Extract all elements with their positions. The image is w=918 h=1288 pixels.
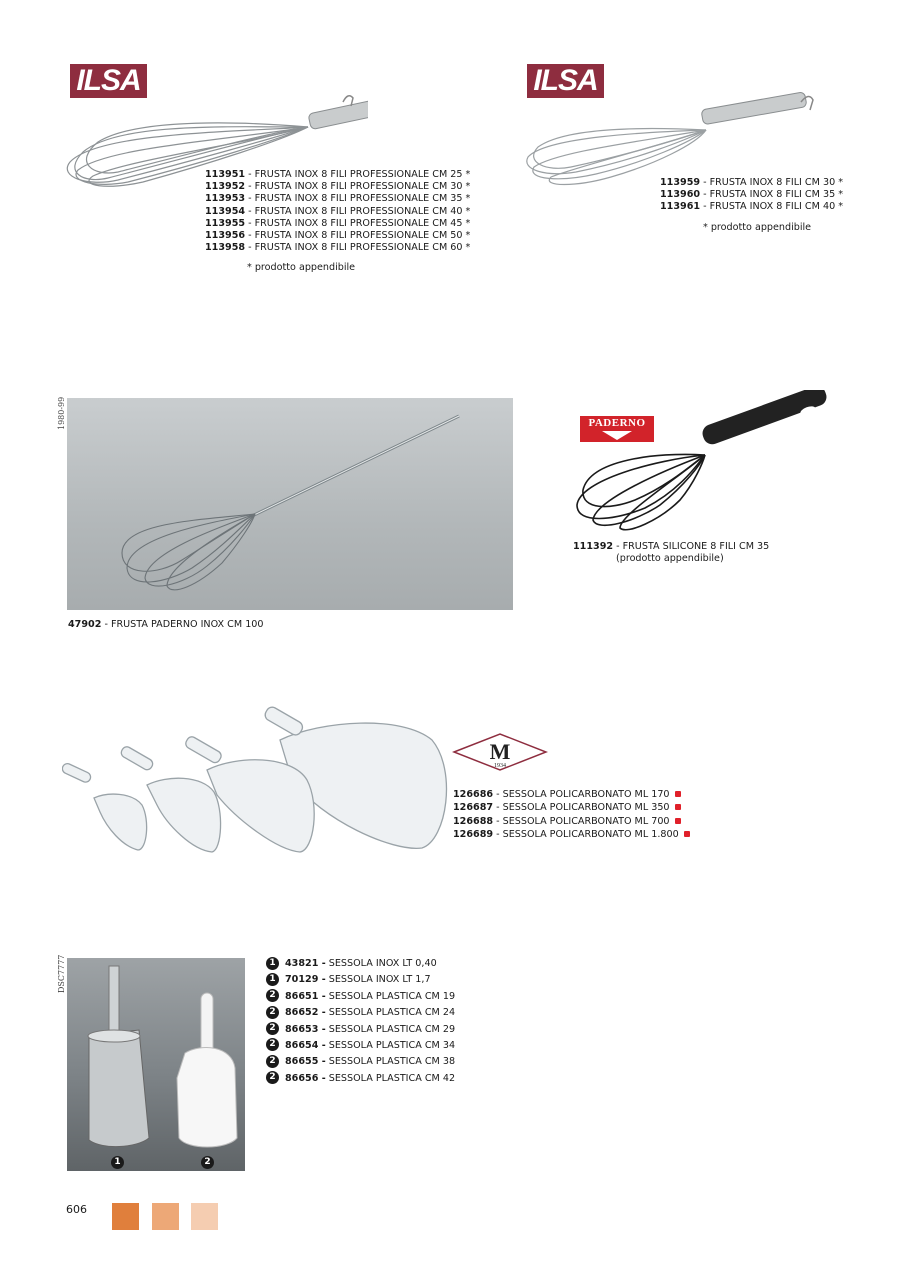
- polycarbonate-scoops-image: [62, 700, 457, 865]
- photo-marker-2: 2: [201, 1156, 214, 1169]
- list-item: 113953 - FRUSTA INOX 8 FILI PROFESSIONALE CM 35 *: [205, 193, 471, 205]
- silicone-whisk-caption: 111392 - FRUSTA SILICONE 8 FILI CM 35 (prodotto appendibile): [573, 541, 770, 565]
- list-item: 2 86655 - SESSOLA PLASTICA CM 38: [266, 1054, 455, 1070]
- marker-bullet: 2: [266, 1071, 279, 1084]
- marker-bullet: 2: [266, 1038, 279, 1051]
- list-item: 113954 - FRUSTA INOX 8 FILI PROFESSIONALE CM 40 *: [205, 205, 471, 217]
- m-logo-letter: M: [489, 739, 511, 764]
- list-item: 1 70129 - SESSOLA INOX LT 1,7: [266, 972, 455, 988]
- hangable-note-silicone: (prodotto appendibile): [616, 553, 724, 565]
- long-whisk-image: [67, 398, 513, 610]
- photo-marker-1: 1: [111, 1156, 124, 1169]
- list-item: 126686 - SESSOLA POLICARBONATO ML 170: [453, 788, 690, 801]
- hangable-note-right: * prodotto appendibile: [703, 222, 812, 233]
- color-swatch-1: [112, 1203, 139, 1230]
- marker-bullet: 2: [266, 1055, 279, 1068]
- color-swatch-2: [152, 1203, 179, 1230]
- color-swatch-3: [191, 1203, 218, 1230]
- marker-bullet: 2: [266, 1022, 279, 1035]
- list-item: 2 86653 - SESSOLA PLASTICA CM 29: [266, 1022, 455, 1038]
- ilsa-logo: ILSA: [70, 64, 147, 98]
- marker-bullet: 1: [266, 973, 279, 986]
- marker-bullet: 2: [266, 1006, 279, 1019]
- m-1934-logo: [452, 732, 548, 772]
- availability-marker: [675, 791, 681, 797]
- ilsa-professional-whisk-list: [205, 169, 470, 254]
- list-item: 113956 - FRUSTA INOX 8 FILI PROFESSIONALE CM 50 *: [205, 230, 471, 242]
- polycarbonate-scoop-list: [453, 788, 690, 841]
- marker-bullet: 2: [266, 989, 279, 1002]
- ilsa-whisk-list: [660, 177, 843, 214]
- hangable-note: * prodotto appendibile: [247, 262, 356, 273]
- list-item: 126688 - SESSOLA POLICARBONATO ML 700: [453, 815, 690, 828]
- list-item: 113960 - FRUSTA INOX 8 FILI CM 35 *: [660, 189, 844, 201]
- list-item: 113955 - FRUSTA INOX 8 FILI PROFESSIONALE CM 45 *: [205, 217, 471, 229]
- scoops-image: [67, 958, 245, 1171]
- ilsa-logo-right: ILSA: [527, 64, 604, 98]
- list-item: 113952 - FRUSTA INOX 8 FILI PROFESSIONALE CM 30 *: [205, 181, 471, 193]
- scoop-list: [266, 956, 455, 1087]
- photo-ref-label-scoops: DSC7777: [57, 954, 66, 993]
- photo-ref-label: 1980-99: [57, 396, 66, 430]
- list-item: 113961 - FRUSTA INOX 8 FILI CM 40 *: [660, 201, 844, 213]
- availability-marker: [675, 804, 681, 810]
- list-item: 113959 - FRUSTA INOX 8 FILI CM 30 *: [660, 177, 844, 188]
- paderno-long-whisk-photo: [67, 398, 513, 610]
- marker-bullet: 1: [266, 957, 279, 970]
- list-item: 2 86654 - SESSOLA PLASTICA CM 34: [266, 1038, 455, 1054]
- page-number: 606: [66, 1203, 87, 1216]
- list-item: 126687 - SESSOLA POLICARBONATO ML 350: [453, 801, 690, 814]
- list-item: 113951 - FRUSTA INOX 8 FILI PROFESSIONALE CM 25 *: [205, 169, 471, 180]
- list-item: 2 86651 - SESSOLA PLASTICA CM 19: [266, 989, 455, 1005]
- scoops-photo: [67, 958, 245, 1171]
- list-item: 2 86656 - SESSOLA PLASTICA CM 42: [266, 1071, 455, 1087]
- m-logo-year: 1934: [494, 763, 506, 769]
- list-item: 1 43821 - SESSOLA INOX LT 0,40: [266, 956, 455, 972]
- list-item: 2 86652 - SESSOLA PLASTICA CM 24: [266, 1005, 455, 1021]
- availability-marker: [684, 831, 690, 837]
- silicone-whisk-image: [565, 390, 840, 540]
- paderno-logo: PADERNO: [580, 416, 654, 442]
- paderno-long-whisk-caption: 47902 - FRUSTA PADERNO INOX CM 100: [68, 619, 264, 630]
- list-item: 113958 - FRUSTA INOX 8 FILI PROFESSIONALE CM 60 *: [205, 242, 471, 254]
- availability-marker: [675, 818, 681, 824]
- list-item: 126689 - SESSOLA POLICARBONATO ML 1.800: [453, 828, 690, 841]
